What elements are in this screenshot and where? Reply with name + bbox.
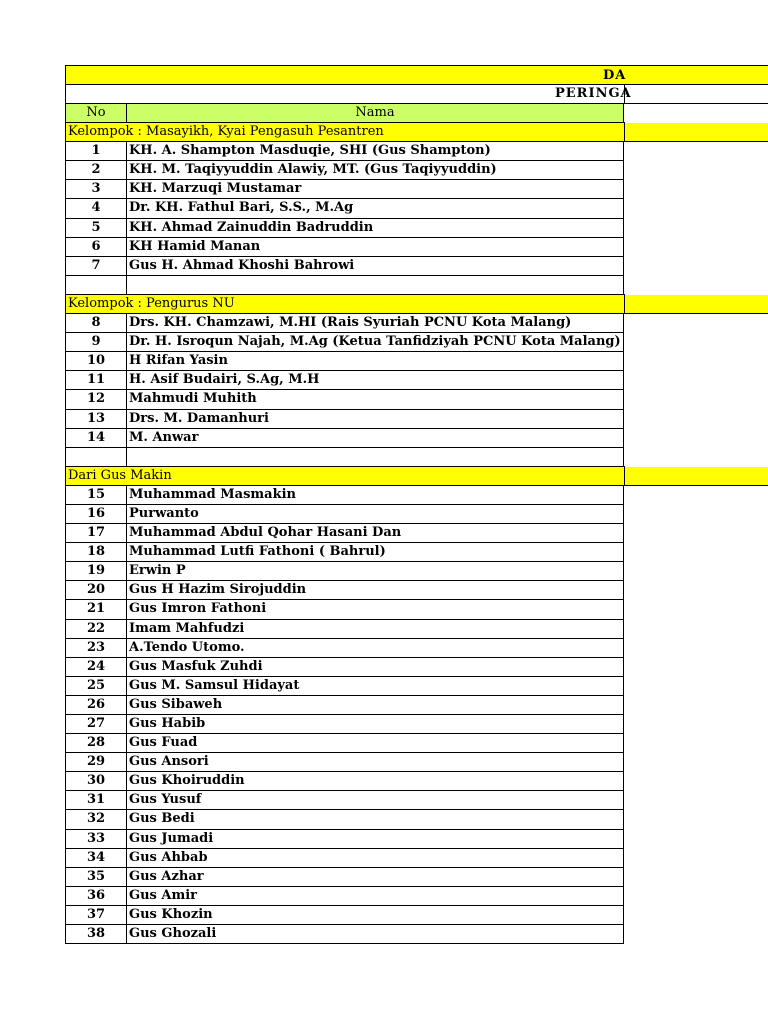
table-row [65, 161, 768, 180]
cell-no[interactable]: 6 [65, 238, 126, 257]
cell-no[interactable]: 38 [65, 925, 126, 944]
cell-nama[interactable]: KH. M. Taqiyyuddin Alawiy, MT. (Gus Taqiyyuddin) [126, 161, 624, 180]
cell-nama[interactable]: Gus Imron Fathoni [126, 600, 624, 619]
cell-no[interactable]: 12 [65, 390, 126, 409]
cell-no[interactable]: 8 [65, 314, 126, 333]
cell-no[interactable]: 30 [65, 772, 126, 791]
cell-nama[interactable]: Gus Ahbab [126, 849, 624, 868]
table-row [65, 524, 768, 543]
cell-nama[interactable]: Gus H Hazim Sirojuddin [126, 581, 624, 600]
table-row [65, 696, 768, 715]
cell-nama[interactable]: Gus Khoiruddin [126, 772, 624, 791]
table-row [65, 734, 768, 753]
table-row [65, 581, 768, 600]
cell-nama[interactable] [126, 448, 624, 467]
group-header[interactable]: Dari Gus Makin [65, 467, 768, 486]
table-row [65, 868, 768, 887]
cell-no[interactable]: 14 [65, 429, 126, 448]
table-row [65, 257, 768, 276]
cell-nama[interactable]: Gus Habib [126, 715, 624, 734]
cell-nama[interactable]: Gus Sibaweh [126, 696, 624, 715]
table-row [65, 639, 768, 658]
table-row [65, 390, 768, 409]
cell-no[interactable]: 11 [65, 371, 126, 390]
cell-nama[interactable]: M. Anwar [126, 429, 624, 448]
table-row [65, 486, 768, 505]
cell-nama[interactable]: Mahmudi Muhith [126, 390, 624, 409]
table-row [65, 543, 768, 562]
cell-nama[interactable]: Drs. KH. Chamzawi, M.HI (Rais Syuriah PCNU Kota Malang) [126, 314, 624, 333]
table-row [65, 830, 768, 849]
cell-nama[interactable]: KH Hamid Manan [126, 238, 624, 257]
cell-no[interactable]: 3 [65, 180, 126, 199]
table-row [65, 276, 768, 295]
sheet-subtitle-row[interactable] [65, 85, 768, 104]
cell-nama[interactable]: Gus Yusuf [126, 791, 624, 810]
cell-nama[interactable]: Gus Bedi [126, 810, 624, 829]
cell-no[interactable]: 1 [65, 142, 126, 161]
header-no[interactable]: No [65, 104, 126, 123]
cell-no[interactable]: 27 [65, 715, 126, 734]
cell-nama[interactable]: Erwin P [126, 562, 624, 581]
cell-no[interactable]: 22 [65, 620, 126, 639]
sheet-title: DA [603, 68, 627, 83]
cell-no[interactable] [65, 276, 126, 295]
table-row [65, 505, 768, 524]
cell-no[interactable]: 31 [65, 791, 126, 810]
cell-no[interactable]: 17 [65, 524, 126, 543]
table-row [65, 180, 768, 199]
cell-no[interactable]: 29 [65, 753, 126, 772]
table-row [65, 371, 768, 390]
table-row [65, 219, 768, 238]
cell-nama[interactable]: H Rifan Yasin [126, 352, 624, 371]
cell-no[interactable]: 36 [65, 887, 126, 906]
cell-no[interactable]: 5 [65, 219, 126, 238]
cell-no[interactable]: 28 [65, 734, 126, 753]
cell-no[interactable]: 18 [65, 543, 126, 562]
cell-nama[interactable]: Dr. H. Isroqun Najah, M.Ag (Ketua Tanfidziyah PCNU Kota Malang) [126, 333, 624, 352]
cell-no[interactable]: 35 [65, 868, 126, 887]
cell-nama[interactable]: H. Asif Budairi, S.Ag, M.H [126, 371, 624, 390]
sheet-title-row[interactable] [65, 65, 768, 85]
cell-nama[interactable]: Gus Azhar [126, 868, 624, 887]
table-body [65, 123, 768, 944]
cell-nama[interactable]: Gus Khozin [126, 906, 624, 925]
table-row [65, 925, 768, 944]
cell-nama[interactable]: KH. Ahmad Zainuddin Badruddin [126, 219, 624, 238]
cell-nama[interactable]: Gus Ansori [126, 753, 624, 772]
table-row [65, 410, 768, 429]
table-row [65, 448, 768, 467]
table-row [65, 562, 768, 581]
table-row [65, 429, 768, 448]
cell-no[interactable]: 32 [65, 810, 126, 829]
table-row [65, 600, 768, 619]
cell-no[interactable]: 34 [65, 849, 126, 868]
cell-no[interactable]: 25 [65, 677, 126, 696]
table-row [65, 753, 768, 772]
cell-nama[interactable]: KH. A. Shampton Masduqie, SHI (Gus Shampton) [126, 142, 624, 161]
table-row [65, 620, 768, 639]
cell-no[interactable]: 24 [65, 658, 126, 677]
cell-no[interactable]: 10 [65, 352, 126, 371]
cell-nama[interactable]: Imam Mahfudzi [126, 620, 624, 639]
table-row [65, 791, 768, 810]
cell-nama[interactable]: Gus Amir [126, 887, 624, 906]
cell-nama[interactable]: Gus Jumadi [126, 830, 624, 849]
cell-no[interactable]: 33 [65, 830, 126, 849]
cell-no[interactable]: 23 [65, 639, 126, 658]
table-row [65, 677, 768, 696]
cell-nama[interactable]: Gus H. Ahmad Khoshi Bahrowi [126, 257, 624, 276]
cell-nama[interactable]: Gus Ghozali [126, 925, 624, 944]
cell-nama[interactable]: Muhammad Lutfi Fathoni ( Bahrul) [126, 543, 624, 562]
group-header[interactable]: Kelompok : Masayikh, Kyai Pengasuh Pesantren [65, 123, 768, 142]
cell-nama[interactable]: Dr. KH. Fathul Bari, S.S., M.Ag [126, 199, 624, 218]
cell-nama[interactable]: Drs. M. Damanhuri [126, 410, 624, 429]
cell-no[interactable]: 21 [65, 600, 126, 619]
cell-no[interactable]: 15 [65, 486, 126, 505]
cell-nama[interactable]: Gus Masfuk Zuhdi [126, 658, 624, 677]
cell-no[interactable]: 4 [65, 199, 126, 218]
cell-no[interactable]: 20 [65, 581, 126, 600]
table-row [65, 199, 768, 218]
table-row [65, 715, 768, 734]
cell-nama[interactable]: Purwanto [126, 505, 624, 524]
cell-nama[interactable]: A.Tendo Utomo. [126, 639, 624, 658]
table-row [65, 887, 768, 906]
table-row [65, 772, 768, 791]
cell-no[interactable]: 37 [65, 906, 126, 925]
table-row [65, 142, 768, 161]
cell-nama[interactable]: Muhammad Masmakin [126, 486, 624, 505]
cell-no[interactable]: 26 [65, 696, 126, 715]
cell-no[interactable]: 7 [65, 257, 126, 276]
table-row [65, 849, 768, 868]
table-row [65, 352, 768, 371]
table-row [65, 658, 768, 677]
cell-no[interactable]: 2 [65, 161, 126, 180]
cell-nama[interactable] [126, 276, 624, 295]
group-header[interactable]: Kelompok : Pengurus NU [65, 295, 768, 314]
header-nama[interactable]: Nama [126, 104, 624, 123]
header-row [65, 104, 768, 123]
cell-no[interactable]: 16 [65, 505, 126, 524]
sheet-subtitle: PERINGA [555, 86, 632, 101]
table-row [65, 238, 768, 257]
cell-no[interactable] [65, 448, 126, 467]
table-row [65, 314, 768, 333]
cell-nama[interactable]: Muhammad Abdul Qohar Hasani Dan [126, 524, 624, 543]
table-row [65, 333, 768, 352]
cell-nama[interactable]: Gus Fuad [126, 734, 624, 753]
cell-no[interactable]: 9 [65, 333, 126, 352]
cell-no[interactable]: 19 [65, 562, 126, 581]
spreadsheet [65, 65, 768, 944]
cell-nama[interactable]: Gus M. Samsul Hidayat [126, 677, 624, 696]
table-row [65, 906, 768, 925]
cell-no[interactable]: 13 [65, 410, 126, 429]
cell-nama[interactable]: KH. Marzuqi Mustamar [126, 180, 624, 199]
table-row [65, 810, 768, 829]
